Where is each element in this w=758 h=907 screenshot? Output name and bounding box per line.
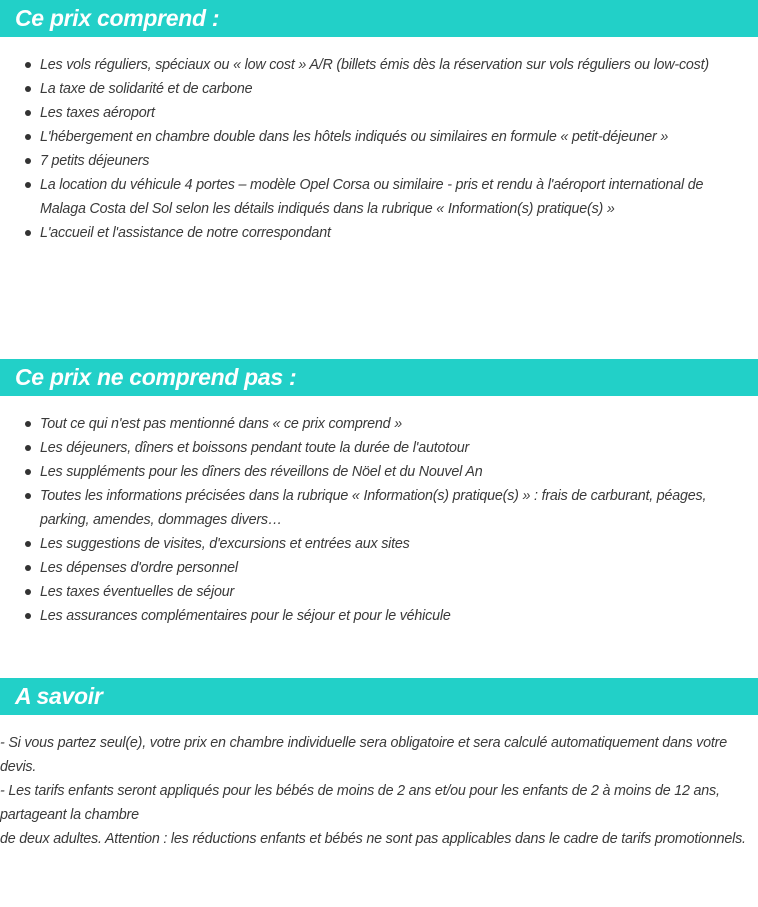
includes-title: Ce prix comprend : xyxy=(15,5,220,31)
list-item: Les dépenses d'ordre personnel xyxy=(0,556,758,580)
list-item: La location du véhicule 4 portes – modèle Opel Corsa ou similaire - pris et rendu à l'aéroport international de Malaga Costa del Sol selon les détails indiqués dans la rubrique « Information(s) pratique(s) » xyxy=(0,173,758,221)
notes-title: A savoir xyxy=(15,683,103,709)
excludes-section xyxy=(0,359,758,628)
list-item: Les déjeuners, dîners et boissons pendant toute la durée de l'autotour xyxy=(0,436,758,460)
excludes-list xyxy=(0,412,758,628)
note-line-children: - Les tarifs enfants seront appliqués pour les bébés de moins de 2 ans et/ou pour les enfants de 2 à moins de 12 ans, partageant la chambre xyxy=(0,783,720,823)
note-line-reductions: de deux adultes. Attention : les réductions enfants et bébés ne sont pas applicables dans le cadre de tarifs promotionnels. xyxy=(0,831,746,847)
excludes-title: Ce prix ne comprend pas : xyxy=(15,364,297,390)
list-item: La taxe de solidarité et de carbone xyxy=(0,77,758,101)
notes-body xyxy=(0,731,758,851)
list-item: Tout ce qui n'est pas mentionné dans « ce prix comprend » xyxy=(0,412,758,436)
includes-list xyxy=(0,53,758,245)
note-line-solo: - Si vous partez seul(e), votre prix en chambre individuelle sera obligatoire et sera calculé automatiquement dans votre devis. xyxy=(0,735,727,775)
list-item: 7 petits déjeuners xyxy=(0,149,758,173)
list-item: Les taxes éventuelles de séjour xyxy=(0,580,758,604)
notes-header xyxy=(0,678,758,715)
list-item: L'hébergement en chambre double dans les hôtels indiqués ou similaires en formule « petit-déjeuner » xyxy=(0,125,758,149)
list-item: L'accueil et l'assistance de notre correspondant xyxy=(0,221,758,245)
includes-section xyxy=(0,0,758,245)
notes-section xyxy=(0,678,758,851)
list-item: Toutes les informations précisées dans la rubrique « Information(s) pratique(s) » : frais de carburant, péages, parking, amendes, dommages divers… xyxy=(0,484,758,532)
includes-header xyxy=(0,0,758,37)
list-item: Les vols réguliers, spéciaux ou « low cost » A/R (billets émis dès la réservation sur vols réguliers ou low-cost) xyxy=(0,53,758,77)
list-item: Les suppléments pour les dîners des réveillons de Nöel et du Nouvel An xyxy=(0,460,758,484)
list-item: Les taxes aéroport xyxy=(0,101,758,125)
list-item: Les assurances complémentaires pour le séjour et pour le véhicule xyxy=(0,604,758,628)
list-item: Les suggestions de visites, d'excursions et entrées aux sites xyxy=(0,532,758,556)
excludes-header xyxy=(0,359,758,396)
